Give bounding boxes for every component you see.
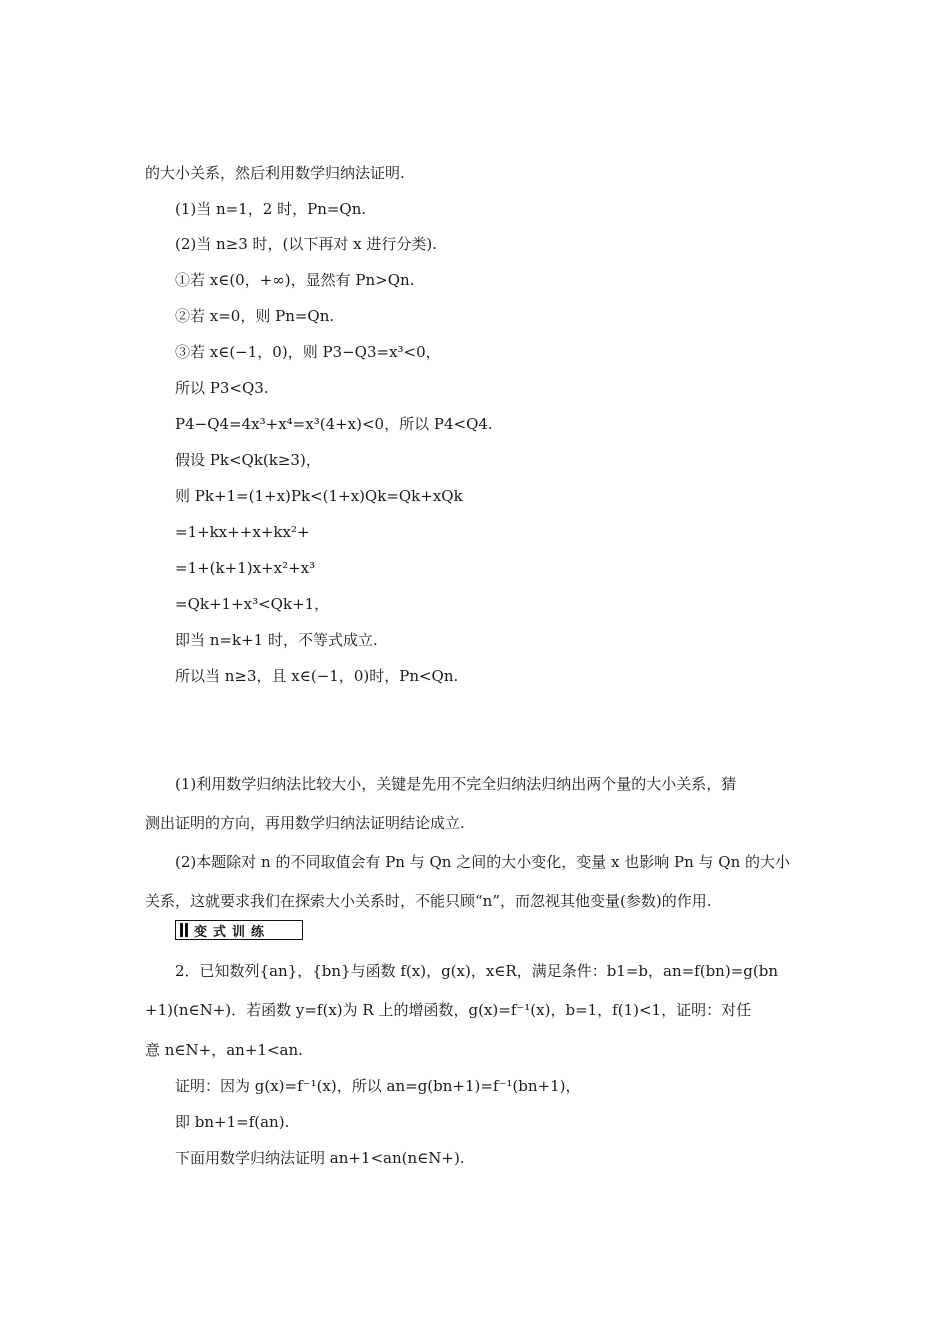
text-line-proof: 即 bn+1=f(an).: [175, 1113, 290, 1131]
text-line: =1+(k+1)x+x²+x³: [175, 559, 316, 577]
text-line-proof: 下面用数学归纳法证明 an+1<an(n∈N+).: [175, 1149, 465, 1167]
text-line-hypothesis: 假设 Pk<Qk(k≥3)，: [175, 451, 321, 469]
text-line-problem-2-cont: +1)(n∈N+)．若函数 y=f(x)为 R 上的增函数，g(x)=f⁻¹(x)，b=1，f(1)<1，证明：对任: [145, 1001, 752, 1019]
text-line-conclusion: 所以当 n≥3，且 x∈(−1，0)时，Pn<Qn.: [175, 667, 459, 685]
text-line-subcase-1: ①若 x∈(0，+∞)，显然有 Pn>Qn.: [175, 271, 415, 289]
text-line-note-2-cont: 关系，这就要求我们在探索大小关系时，不能只顾“n”，而忽视其他变量(参数)的作用.: [145, 892, 712, 910]
text-line: P4−Q4=4x³+x⁴=x³(4+x)<0，所以 P4<Q4.: [175, 415, 493, 433]
text-line: 则 Pk+1=(1+x)Pk<(1+x)Qk=Qk+xQk: [175, 487, 463, 505]
text-line-subcase-3: ③若 x∈(−1，0)，则 P3−Q3=x³<0，: [175, 343, 441, 361]
text-line: 即当 n=k+1 时，不等式成立.: [175, 631, 378, 649]
banner-bars-icon: [180, 923, 188, 937]
text-line-note-1: (1)利用数学归纳法比较大小，关键是先用不完全归纳法归纳出两个量的大小关系，猜: [175, 775, 737, 793]
text-line: =Qk+1+x³<Qk+1，: [175, 595, 330, 613]
text-line-note-2: (2)本题除对 n 的不同取值会有 Pn 与 Qn 之间的大小变化，变量 x 也影响 Pn 与 Qn 的大小: [175, 853, 791, 871]
text-line-subcase-2: ②若 x=0，则 Pn=Qn.: [175, 307, 335, 325]
text-line-case-2: (2)当 n≥3 时，(以下再对 x 进行分类).: [175, 235, 438, 253]
text-line-problem-2-cont: 意 n∈N+，an+1<an.: [145, 1041, 303, 1059]
text-line-problem-2: 2．已知数列{an}，{bn}与函数 f(x)，g(x)，x∈R，满足条件：b1=b，an=f(bn)=g(bn: [175, 962, 778, 980]
text-line: =1+kx++x+kx²+: [175, 523, 310, 541]
text-line-note-1-cont: 测出证明的方向，再用数学归纳法证明结论成立.: [145, 814, 465, 832]
text-line-case-1: (1)当 n=1，2 时，Pn=Qn.: [175, 200, 367, 218]
text-line: 所以 P3<Q3.: [175, 379, 269, 397]
text-line-continuation: 的大小关系，然后利用数学归纳法证明.: [145, 164, 405, 182]
banner-label: 变式训练: [194, 924, 271, 940]
text-line-proof: 证明：因为 g(x)=f⁻¹(x)，所以 an=g(bn+1)=f⁻¹(bn+1)，: [175, 1077, 581, 1095]
section-banner: [175, 920, 303, 940]
